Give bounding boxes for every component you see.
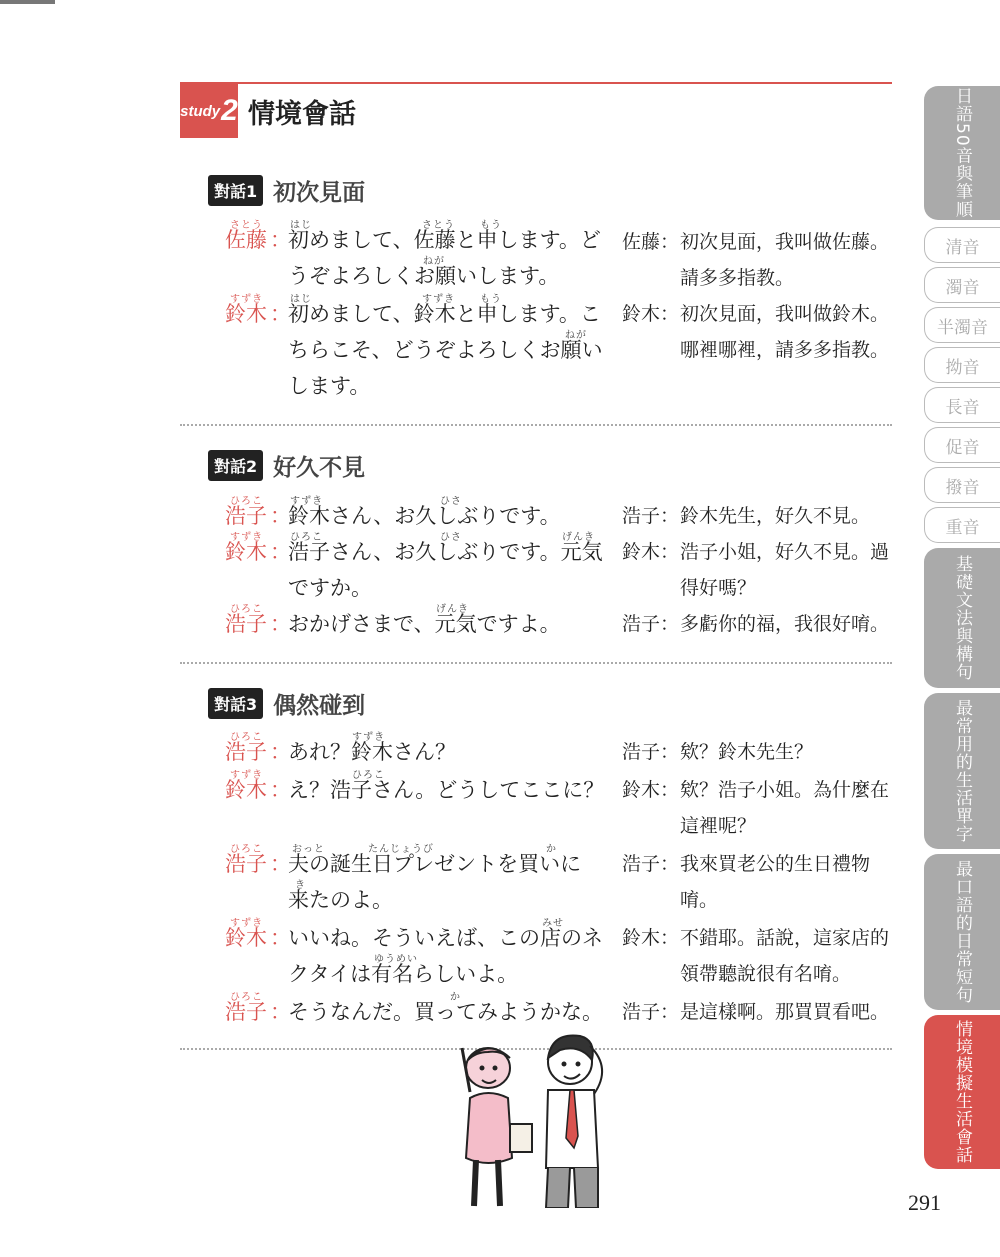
speaker-ruby: すずき [230, 770, 264, 781]
speaker-colon: ： [270, 852, 291, 876]
ruby: げんき [562, 532, 595, 543]
speaker-name: 浩子 [225, 612, 267, 636]
zh-line: 欸？鈴木先生？ [680, 741, 814, 763]
zh-speaker: 鈴木： [622, 303, 680, 325]
jp-line: ちらこそ、どうぞよろしくお願い [288, 338, 603, 362]
section-divider [180, 424, 892, 426]
speaker-name: 鈴木 [225, 540, 267, 564]
speaker-colon: ： [270, 228, 291, 252]
ruby: みせ [542, 918, 564, 929]
tab-grammar[interactable]: 基礎文法與構句 [924, 548, 1000, 688]
ruby: すずき [290, 496, 324, 507]
speaker-name: 鈴木 [225, 778, 267, 802]
zh-line: 浩子小姐，好久不見。過 [680, 541, 890, 563]
zh-speaker: 浩子： [622, 741, 680, 763]
speaker-name: 鈴木 [225, 302, 267, 326]
study-number: 2 [221, 94, 238, 127]
speaker-colon: ： [270, 540, 291, 564]
tab-hatsuon[interactable]: 撥音 [924, 467, 1000, 503]
zh-line: 我來買老公的生日禮物 [680, 853, 871, 875]
tab-chouon[interactable]: 長音 [924, 387, 1000, 423]
zh-line: 多虧你的福，我很好唷。 [680, 613, 890, 635]
section-divider [180, 662, 892, 664]
zh-line: 得好嗎？ [680, 577, 757, 599]
speaker-ruby: さとう [230, 220, 263, 231]
dialogue-badge: 對話2 [208, 450, 263, 481]
jp-line: あれ？鈴木さん？ [288, 740, 456, 764]
speaker-name: 佐藤 [225, 228, 267, 252]
speaker-ruby: すずき [230, 294, 264, 305]
tab-vocabulary[interactable]: 最常用的生活單字 [924, 693, 1000, 849]
ruby: ひさ [440, 532, 462, 543]
zh-line: 哪裡哪裡，請多多指教。 [680, 339, 890, 361]
zh-line: 欸？浩子小姐。為什麼在 [680, 779, 890, 801]
zh-line: 這裡呢？ [680, 815, 757, 837]
page-number: 291 [908, 1190, 941, 1215]
zh-speaker: 佐藤： [622, 231, 680, 253]
ruby: もう [480, 220, 502, 231]
ruby: ねが [423, 256, 445, 267]
jp-line: 鈴木さん、お久しぶりです。 [288, 504, 561, 528]
couple-illustration [440, 1028, 620, 1208]
dialogue-title: 偶然碰到 [273, 692, 366, 719]
jp-line: クタイは有名らしいよ。 [288, 962, 519, 986]
jp-line: いいね。そういえば、この店のネ [288, 926, 603, 950]
zh-line: 不錯耶。話說，這家店的 [680, 927, 890, 949]
ruby: たんじょうび [368, 844, 434, 855]
section-title: 情境會話 [248, 99, 356, 130]
ruby: はじ [290, 294, 312, 305]
ruby: ひろこ [352, 770, 385, 781]
speaker-colon: ： [270, 302, 291, 326]
speaker-ruby: ひろこ [230, 604, 263, 615]
zh-speaker: 浩子： [622, 505, 680, 527]
jp-line: そうなんだ。買ってみようかな。 [288, 1000, 603, 1024]
tab-youon[interactable]: 拗音 [924, 347, 1000, 383]
ruby: か [546, 844, 557, 855]
jp-line: 来たのよ。 [288, 888, 393, 912]
zh-line: 領帶聽說很有名唷。 [680, 963, 852, 985]
zh-line: 初次見面，我叫做鈴木。 [680, 303, 890, 325]
ruby: か [450, 992, 461, 1003]
speaker-colon: ： [270, 778, 291, 802]
jp-line: します。 [288, 374, 371, 398]
jp-line: おかげさまで、元気ですよ。 [288, 612, 561, 636]
man-figure [546, 1035, 602, 1208]
speaker-colon: ： [270, 1000, 291, 1024]
zh-speaker: 浩子： [622, 853, 680, 875]
speaker-ruby: すずき [230, 532, 264, 543]
speaker-name: 浩子 [225, 504, 267, 528]
ruby: すずき [352, 732, 386, 743]
dialogue-title: 好久不見 [273, 454, 366, 481]
ruby: ゆうめい [374, 954, 418, 965]
dialogue-2-header [208, 450, 365, 480]
ruby: ねが [565, 330, 587, 341]
ruby: おっと [292, 844, 325, 855]
tab-chapter-1[interactable]: 日語50音與筆順 [924, 86, 1000, 220]
speaker-colon: ： [270, 926, 291, 950]
tab-sokuon[interactable]: 促音 [924, 427, 1000, 463]
ruby: げんき [436, 604, 469, 615]
dialogue-badge: 對話1 [208, 175, 263, 206]
ruby: ひろこ [290, 532, 323, 543]
speaker-ruby: すずき [230, 918, 264, 929]
zh-line: 是這樣啊。那買買看吧。 [680, 1001, 890, 1023]
tab-phrases[interactable]: 最口語的日常短句 [924, 854, 1000, 1010]
top-edge-bar [0, 0, 55, 4]
jp-line: うぞよろしくお願いします。 [288, 264, 560, 288]
ruby: すずき [422, 294, 456, 305]
jp-line: 初めまして、鈴木と申します。こ [288, 302, 601, 326]
speaker-name: 浩子 [225, 852, 267, 876]
zh-speaker: 浩子： [622, 613, 680, 635]
zh-line: 請多多指教。 [680, 267, 795, 289]
zh-line: 唷。 [680, 889, 719, 911]
woman-figure [462, 1048, 532, 1206]
jp-line: 初めまして、佐藤と申します。ど [288, 228, 601, 252]
tab-accent[interactable]: 重音 [924, 507, 1000, 543]
jp-line: 夫の誕生日プレゼントを買いに [288, 852, 582, 876]
ruby: はじ [290, 220, 312, 231]
speaker-colon: ： [270, 740, 291, 764]
tab-handakuon[interactable]: 半濁音 [924, 307, 1000, 343]
speaker-name: 浩子 [225, 740, 267, 764]
tab-conversation-active[interactable]: 情境模擬生活會話 [924, 1015, 1000, 1169]
speaker-ruby: ひろこ [230, 992, 263, 1003]
ruby: ひさ [440, 496, 462, 507]
study-badge [180, 84, 238, 138]
speaker-colon: ： [270, 504, 291, 528]
speaker-colon: ： [270, 612, 291, 636]
speaker-ruby: ひろこ [230, 844, 263, 855]
speaker-ruby: ひろこ [230, 496, 263, 507]
zh-line: 鈴木先生，好久不見。 [680, 505, 871, 527]
tab-seion[interactable]: 清音 [924, 227, 1000, 263]
speaker-ruby: ひろこ [230, 732, 263, 743]
zh-speaker: 鈴木： [622, 927, 680, 949]
zh-speaker: 鈴木： [622, 541, 680, 563]
dialogue-3-header [208, 688, 365, 718]
tab-dakuon[interactable]: 濁音 [924, 267, 1000, 303]
ruby: もう [480, 294, 502, 305]
study-word: study [180, 102, 221, 120]
jp-line: ですか。 [288, 576, 372, 600]
dialogue-badge: 對話3 [208, 688, 263, 719]
ruby: き [295, 880, 306, 891]
ruby: さとう [422, 220, 455, 231]
zh-line: 初次見面，我叫做佐藤。 [680, 231, 890, 253]
header-rule [180, 82, 892, 84]
zh-speaker: 鈴木： [622, 779, 680, 801]
jp-line: 浩子さん、お久しぶりです。元気 [288, 540, 603, 564]
speaker-name: 鈴木 [225, 926, 267, 950]
jp-line: え？浩子さん。どうしてここに？ [288, 778, 605, 802]
dialogue-1-header [208, 175, 365, 205]
zh-speaker: 浩子： [622, 1001, 680, 1023]
speaker-name: 浩子 [225, 1000, 267, 1024]
dialogue-title: 初次見面 [273, 179, 366, 206]
